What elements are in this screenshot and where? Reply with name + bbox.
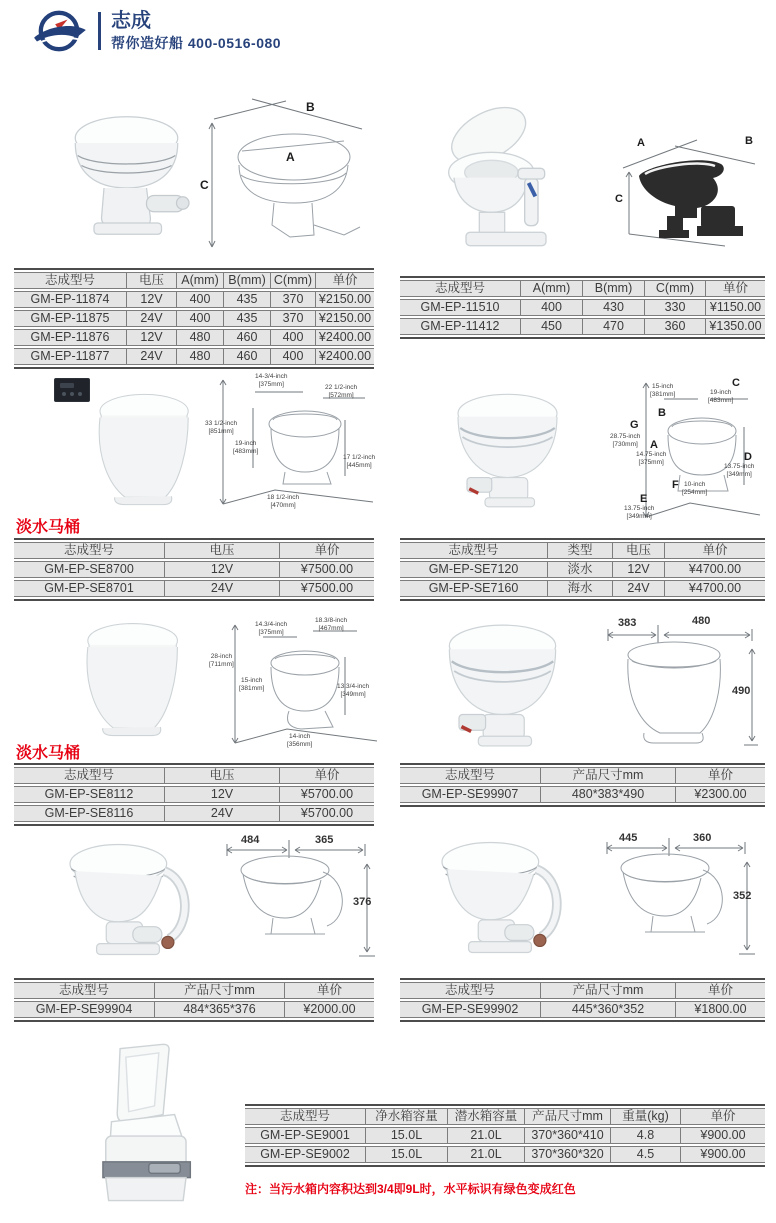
dim-letter: F bbox=[672, 479, 679, 491]
table-header-row bbox=[400, 767, 765, 784]
compact-marine-toilet-photo bbox=[420, 383, 595, 518]
dimension-diagram-mm bbox=[600, 613, 760, 763]
dim-number: 365 bbox=[315, 834, 334, 846]
brand-tagline: 帮你造好船 400-0516-080 bbox=[111, 34, 282, 51]
dim-letter: A bbox=[650, 439, 658, 451]
table-row: GM-EP-SE8116 24V ¥5700.00 bbox=[14, 805, 374, 822]
table-row: GM-EP-11874 12V 400 435 370 ¥2150.00 bbox=[14, 291, 374, 308]
dim-label: 14-inch [356mm] bbox=[287, 733, 313, 748]
spec-table-2 bbox=[400, 278, 765, 337]
table-header-row bbox=[14, 272, 374, 289]
dim-number: 480 bbox=[692, 615, 711, 627]
col-b: B(mm) bbox=[223, 272, 270, 289]
dimension-diagram-abc bbox=[194, 85, 374, 265]
product-images-se99907 bbox=[420, 608, 765, 760]
dimension-diagram-lettered bbox=[580, 375, 765, 525]
dim-label: 13.3/4-inch [349mm] bbox=[337, 683, 370, 698]
electric-toilet-photo bbox=[54, 93, 204, 258]
col-model: 志成型号 bbox=[14, 542, 164, 559]
product-images-manual-toilet bbox=[400, 98, 765, 268]
table-row: GM-EP-SE99904 484*365*376 ¥2000.00 bbox=[14, 1001, 374, 1018]
col-price: 单价 bbox=[680, 1108, 765, 1125]
product-images-se8112 bbox=[30, 615, 380, 747]
manual-toilet-photo bbox=[415, 103, 605, 263]
dim-label: 14.75-inch [375mm] bbox=[636, 451, 667, 466]
table-header-row bbox=[14, 767, 374, 784]
col-model: 志成型号 bbox=[400, 542, 547, 559]
dim-letter: E bbox=[640, 493, 648, 505]
table-header-row bbox=[14, 542, 374, 559]
col-voltage: 电压 bbox=[164, 767, 279, 784]
col-model: 志成型号 bbox=[14, 272, 126, 289]
spec-table-1 bbox=[14, 270, 374, 367]
table-header-row bbox=[400, 280, 765, 297]
dim-label: 33 1/2-inch [851mm] bbox=[205, 420, 238, 435]
se8112-spec-table bbox=[14, 763, 374, 826]
manual-toilet-spec-table bbox=[400, 276, 765, 339]
col-model: 志成型号 bbox=[14, 982, 154, 999]
table-row: GM-EP-SE9002 15.0L 21.0L 370*360*320 4.5 ¥900.00 bbox=[245, 1146, 765, 1163]
col-model: 志成型号 bbox=[400, 767, 540, 784]
header-divider bbox=[98, 12, 101, 50]
page-header bbox=[30, 8, 281, 54]
portable-toilet-photo bbox=[62, 1040, 247, 1212]
table-row: GM-EP-11876 12V 480 460 400 ¥2400.00 bbox=[14, 329, 374, 346]
dim-label: 19-inch [483mm] bbox=[708, 389, 734, 404]
spec-table-8 bbox=[400, 980, 765, 1020]
fresh-water-toilet-photo bbox=[66, 386, 218, 512]
col-price: 单价 bbox=[675, 982, 765, 999]
se99904-spec-table bbox=[14, 978, 374, 1022]
electric-toilet-spec-table bbox=[14, 268, 374, 369]
footnote: 注：当污水箱内容积达到3/4即9L时，水平标识有绿色变成红色 bbox=[245, 1182, 576, 1196]
svg-text:C: C bbox=[200, 178, 209, 192]
col-price: 单价 bbox=[705, 280, 765, 297]
dim-label: 15-inch [381mm] bbox=[650, 383, 676, 398]
dim-letter: C bbox=[732, 377, 740, 389]
dimension-diagram-mm-3 bbox=[595, 828, 760, 973]
col-c: C(mm) bbox=[270, 272, 315, 289]
dim-letter: B bbox=[658, 407, 666, 419]
col-model: 志成型号 bbox=[400, 982, 540, 999]
compact-marine-toilet-photo-2 bbox=[420, 613, 585, 758]
table-row: GM-EP-SE9001 15.0L 21.0L 370*360*410 4.8 ¥900.00 bbox=[245, 1127, 765, 1144]
col-clean-tank: 净水箱容量 bbox=[365, 1108, 447, 1125]
table-row: GM-EP-11412 450 470 360 ¥1350.00 bbox=[400, 318, 765, 335]
dim-label: 22 1/2-inch [572mm] bbox=[325, 384, 358, 399]
dim-label: 28.75-inch [730mm] bbox=[610, 433, 641, 448]
dim-number: 484 bbox=[241, 834, 260, 846]
dim-number: 360 bbox=[693, 832, 712, 844]
col-model: 志成型号 bbox=[400, 280, 520, 297]
table-row: GM-EP-SE7120 淡水 12V ¥4700.00 bbox=[400, 561, 765, 578]
dim-label: 28-inch [711mm] bbox=[209, 653, 234, 668]
spec-table-3 bbox=[14, 540, 374, 599]
table-row: GM-EP-11877 24V 480 460 400 ¥2400.00 bbox=[14, 348, 374, 365]
dim-number: 490 bbox=[732, 685, 751, 697]
dim-number: 445 bbox=[619, 832, 638, 844]
dimension-diagram-inches-2 bbox=[205, 615, 380, 750]
col-price: 单价 bbox=[284, 982, 374, 999]
col-size: 产品尺寸mm bbox=[524, 1108, 610, 1125]
col-size: 产品尺寸mm bbox=[540, 767, 675, 784]
col-type: 类型 bbox=[547, 542, 612, 559]
dim-number: 352 bbox=[733, 890, 752, 902]
spec-table-9 bbox=[245, 1106, 765, 1165]
hand-pump-toilet-photo-2 bbox=[410, 828, 590, 973]
dim-label: 15-inch [381mm] bbox=[239, 677, 265, 692]
dim-label: 13.75-inch [349mm] bbox=[724, 463, 755, 478]
col-waste-tank: 潜水箱容量 bbox=[447, 1108, 524, 1125]
table-row: GM-EP-SE7160 海水 24V ¥4700.00 bbox=[400, 580, 765, 597]
se99902-spec-table bbox=[400, 978, 765, 1022]
fresh-water-toilet-photo-2 bbox=[48, 615, 213, 743]
table-row: GM-EP-11510 400 430 330 ¥1150.00 bbox=[400, 299, 765, 316]
col-price: 单价 bbox=[279, 767, 374, 784]
col-a: A(mm) bbox=[520, 280, 582, 297]
dim-label: 10-inch [254mm] bbox=[682, 481, 708, 496]
section-heading-freshwater-2: 淡水马桶 bbox=[16, 745, 81, 762]
dim-label: 13.75-inch [349mm] bbox=[624, 505, 655, 520]
dim-letter: D bbox=[744, 451, 752, 463]
brand-name: 志成 bbox=[111, 9, 151, 32]
dim-label: 17 1/2-inch [445mm] bbox=[343, 454, 376, 469]
brand-boat-logo-icon bbox=[30, 8, 88, 54]
dim-letter: G bbox=[630, 419, 639, 431]
product-images-electric-toilet bbox=[14, 85, 374, 265]
table-row: GM-EP-SE8701 24V ¥7500.00 bbox=[14, 580, 374, 597]
product-images-se8700 bbox=[40, 372, 380, 514]
table-row: GM-EP-SE99902 445*360*352 ¥1800.00 bbox=[400, 1001, 765, 1018]
dim-label: 18 1/2-inch [470mm] bbox=[267, 494, 300, 509]
col-voltage: 电压 bbox=[164, 542, 279, 559]
table-header-row bbox=[245, 1108, 765, 1125]
se8700-spec-table bbox=[14, 538, 374, 601]
table-header-row bbox=[400, 982, 765, 999]
col-weight: 重量(kg) bbox=[610, 1108, 680, 1125]
spec-table-5 bbox=[14, 765, 374, 824]
dimension-diagram-mm-2 bbox=[215, 830, 380, 975]
dim-number: 376 bbox=[353, 896, 372, 908]
svg-text:B: B bbox=[745, 135, 753, 147]
table-header-row bbox=[400, 542, 765, 559]
spec-table-7 bbox=[14, 980, 374, 1020]
col-model: 志成型号 bbox=[14, 767, 164, 784]
product-images-se99904 bbox=[30, 828, 380, 976]
dimension-diagram-abc-ink bbox=[605, 106, 760, 261]
col-a: A(mm) bbox=[176, 272, 223, 289]
table-row: GM-EP-SE8112 12V ¥5700.00 bbox=[14, 786, 374, 803]
table-row: GM-EP-SE8700 12V ¥7500.00 bbox=[14, 561, 374, 578]
dim-label: 14-3/4-inch [375mm] bbox=[255, 373, 288, 388]
hand-pump-toilet-photo bbox=[38, 830, 218, 975]
col-voltage: 电压 bbox=[126, 272, 176, 289]
section-heading-freshwater-1: 淡水马桶 bbox=[16, 519, 81, 536]
dim-label: 18.3/8-inch [467mm] bbox=[315, 617, 348, 632]
se7120-spec-table bbox=[400, 538, 765, 601]
dim-number: 383 bbox=[618, 617, 637, 629]
dim-label: 19-inch [483mm] bbox=[233, 440, 259, 455]
portable-toilet-spec-table bbox=[245, 1104, 765, 1167]
dim-label: 14.3/4-inch [375mm] bbox=[255, 621, 288, 636]
col-model: 志成型号 bbox=[245, 1108, 365, 1125]
col-b: B(mm) bbox=[582, 280, 644, 297]
table-row: GM-EP-SE99907 480*383*490 ¥2300.00 bbox=[400, 786, 765, 803]
spec-table-6 bbox=[400, 765, 765, 805]
col-price: 单价 bbox=[279, 542, 374, 559]
brand-text bbox=[111, 10, 281, 53]
product-images-se7120 bbox=[420, 375, 765, 525]
svg-text:A: A bbox=[286, 150, 295, 164]
svg-text:B: B bbox=[306, 100, 315, 114]
col-size: 产品尺寸mm bbox=[540, 982, 675, 999]
col-price: 单价 bbox=[675, 767, 765, 784]
dimension-diagram-inches bbox=[205, 372, 380, 512]
col-voltage: 电压 bbox=[612, 542, 664, 559]
table-row: GM-EP-11875 24V 400 435 370 ¥2150.00 bbox=[14, 310, 374, 327]
table-header-row bbox=[14, 982, 374, 999]
col-c: C(mm) bbox=[644, 280, 705, 297]
col-price: 单价 bbox=[315, 272, 374, 289]
svg-text:A: A bbox=[637, 137, 645, 149]
spec-table-4 bbox=[400, 540, 765, 599]
col-price: 单价 bbox=[664, 542, 765, 559]
col-size: 产品尺寸mm bbox=[154, 982, 284, 999]
se99907-spec-table bbox=[400, 763, 765, 807]
svg-text:C: C bbox=[615, 193, 623, 205]
product-images-se99902 bbox=[405, 826, 760, 974]
